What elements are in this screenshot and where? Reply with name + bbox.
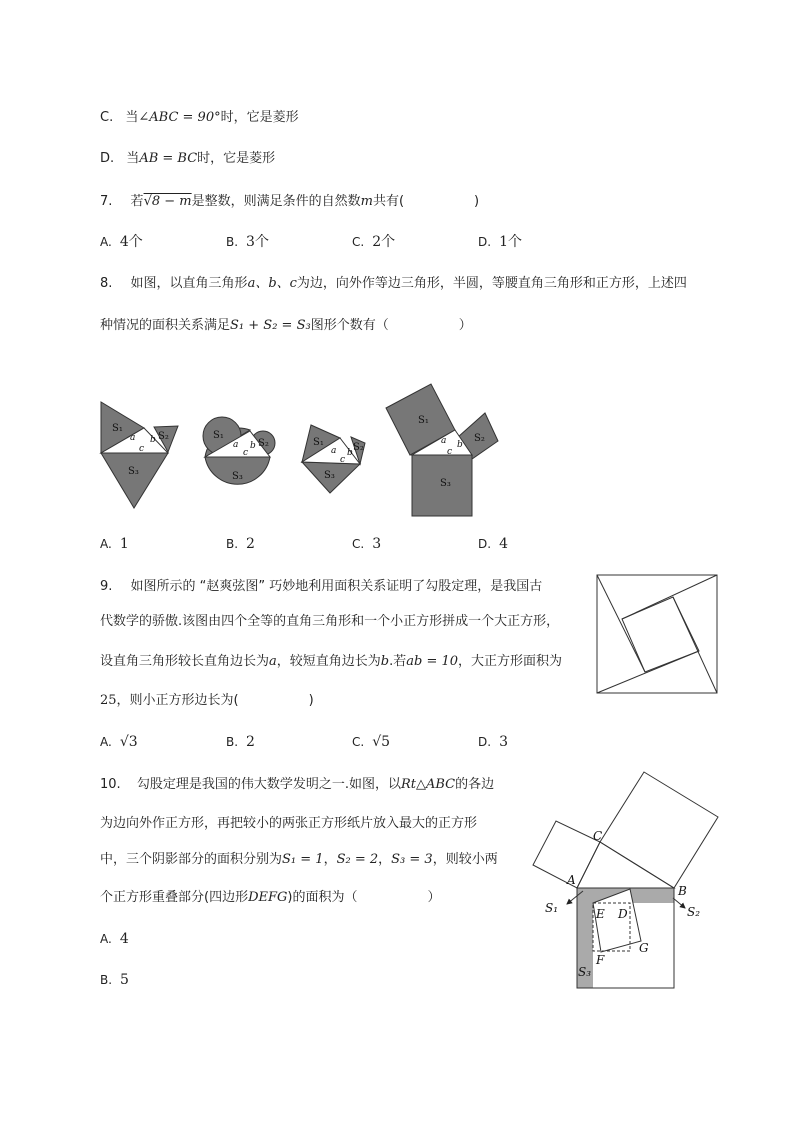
q10-close-paren: ） xyxy=(427,890,441,905)
q8-text-post: 为边，向外作等边三角形，半圆，等腰直角三角形和正方形，上述四 xyxy=(296,276,687,291)
fig4-label-s1: S₁ xyxy=(418,415,429,426)
fig2-label-s3: S₃ xyxy=(232,471,243,482)
option-label: C. xyxy=(352,235,365,249)
option-label: D. xyxy=(478,235,492,249)
q8-text-pre2: 种情况的面积关系满足 xyxy=(100,318,231,333)
q7-radical: √8 − m xyxy=(143,194,192,209)
option-label: D. xyxy=(100,151,115,166)
q8-text-pre: 如图，以直角三角形 xyxy=(130,276,248,291)
q10-label-g: G xyxy=(639,941,649,955)
q9-text-pre: 设直角三角形较长直角边长为 xyxy=(100,654,270,669)
fig3-label-s1: S₁ xyxy=(313,437,324,448)
fig3-label-s3: S₃ xyxy=(324,470,335,481)
option-value: 2 xyxy=(246,734,255,750)
q10-text-line2: 为边向外作正方形，再把较小的两张正方形纸片放入最大的正方形 xyxy=(100,816,478,831)
q10-option-a[interactable] xyxy=(100,931,129,947)
option-label: C. xyxy=(352,735,365,749)
fig2-label-c: c xyxy=(243,448,249,458)
q10-text-post: 的各边 xyxy=(455,777,495,792)
option-label: B. xyxy=(100,973,113,987)
fig1-label-c: c xyxy=(139,444,145,454)
q10-text-pre4: 个正方形重叠部分(四边形 xyxy=(100,890,249,905)
fig1-label-s1: S₁ xyxy=(112,423,123,434)
q10-s1: S₁ = 1 xyxy=(282,852,324,867)
question-number: 9. xyxy=(100,579,113,594)
q9-area-value: 25 xyxy=(100,693,117,708)
q10-label-d: D xyxy=(618,907,628,921)
fig1-label-s2: S₂ xyxy=(158,431,169,442)
q9-close-paren: ) xyxy=(308,693,314,708)
option-math: AB = BC xyxy=(139,151,198,166)
q7-text-mid: 是整数，则满足条件的自然数 xyxy=(191,194,361,209)
fig1-label-s3: S₃ xyxy=(128,466,139,477)
option-label: A. xyxy=(100,235,112,249)
fig1-label-a: a xyxy=(130,433,136,443)
fig2-label-a: a xyxy=(233,440,239,450)
option-value: 1 xyxy=(119,536,129,552)
fig4-label-b: b xyxy=(457,440,463,450)
fig2-label-b: b xyxy=(250,441,256,451)
q9-var-b: b xyxy=(380,654,390,669)
option-label: B. xyxy=(226,537,239,551)
q8-relation: S₁ + S₂ = S₃ xyxy=(230,318,311,333)
q8-close-paren: ） xyxy=(458,318,472,333)
q9-text-post: ，大正方形面积为 xyxy=(458,654,563,669)
q7-text-post: 共有( xyxy=(372,194,405,209)
q10-triangle: Rt△ABC xyxy=(400,777,456,792)
q9-text-line2: 代数学的骄傲.该图由四个全等的直角三角形和一个小正方形拼成一个大正方形， xyxy=(100,614,560,629)
q9-text-line1: 如图所示的 “赵爽弦图” 巧妙地利用面积关系证明了勾股定理，是我国古 xyxy=(130,579,543,594)
q10-quadrilateral: DEFG xyxy=(248,890,288,905)
fig4-label-a: a xyxy=(441,436,447,446)
q10-text-pre3: 中，三个阴影部分的面积分别为 xyxy=(100,852,283,867)
option-value: 2 xyxy=(246,536,255,552)
option-label: C. xyxy=(100,110,114,125)
q10-text-pre: 勾股定理是我国的伟大数学发明之一.如图，以 xyxy=(136,777,401,792)
fig4-label-s2: S₂ xyxy=(474,433,485,444)
option-value: 2个 xyxy=(372,234,396,250)
q10-text-post4: )的面积为（ xyxy=(287,890,358,905)
q10-triangle-abc xyxy=(577,842,674,888)
option-label: D. xyxy=(478,537,492,551)
option-label: A. xyxy=(100,735,112,749)
question-number: 7. xyxy=(100,194,113,209)
option-label: B. xyxy=(226,235,239,249)
option-text-post: 时，它是菱形 xyxy=(197,151,276,166)
q7-close-paren: ) xyxy=(474,194,480,209)
option-text-post: 时，它是菱形 xyxy=(220,110,299,125)
option-label: C. xyxy=(352,537,365,551)
fig4-label-c: c xyxy=(447,447,453,457)
q10-arrow-s2 xyxy=(673,898,685,908)
q7-text-pre: 若 xyxy=(130,194,144,209)
fig2-label-s2: S₂ xyxy=(258,438,269,449)
q8-vars: a、b、c xyxy=(247,276,297,291)
q10-label-c: C xyxy=(593,829,603,843)
q10-label-a: A xyxy=(567,873,576,887)
q10-label-e: E xyxy=(596,907,605,921)
option-math: ∠ABC = 90° xyxy=(138,110,221,125)
q9-equation: ab = 10 xyxy=(406,654,459,669)
fig4-label-s3: S₃ xyxy=(440,478,451,489)
option-label: D. xyxy=(478,735,492,749)
option-value: 4个 xyxy=(119,234,143,250)
question-number: 10. xyxy=(100,777,121,792)
question-number: 8. xyxy=(100,276,113,291)
q10-s3: S₃ = 3 xyxy=(391,852,433,867)
q10-label-s3: S₃ xyxy=(578,965,592,979)
option-text-pre: 当 xyxy=(125,110,139,125)
q9-text-mid2: .若 xyxy=(389,654,407,669)
q9-var-a: a xyxy=(269,654,277,669)
q10-label-f: F xyxy=(596,953,605,967)
fig1-label-b: b xyxy=(150,435,156,445)
option-value: √5 xyxy=(372,734,391,750)
option-value: √3 xyxy=(119,734,138,750)
q10-stem-line3: 中，三个阴影部分的面积分别为S₁ = 1，S₂ = 2，S₃ = 3，则较小两 xyxy=(100,852,498,867)
option-value: 4 xyxy=(499,536,508,552)
option-label: B. xyxy=(226,735,239,749)
q10-s2: S₂ = 2 xyxy=(336,852,379,867)
q10-text-post3: ，则较小两 xyxy=(432,852,498,867)
q7-var-m: m xyxy=(360,194,373,209)
q9-text-line4: ，则小正方形边长为( xyxy=(116,693,239,708)
option-value: 5 xyxy=(120,972,129,988)
q10-square-bc xyxy=(600,772,718,888)
option-value: 3 xyxy=(499,734,508,750)
fig3-label-s2: S₂ xyxy=(353,442,364,453)
option-value: 1个 xyxy=(499,234,522,250)
fig3-label-b: b xyxy=(347,448,353,458)
q8-text-post2: 图形个数有（ xyxy=(310,318,389,333)
option-value: 3 xyxy=(372,536,382,552)
option-value: 4 xyxy=(119,931,129,947)
option-label: A. xyxy=(100,932,112,946)
fig3-label-c: c xyxy=(340,455,346,465)
fig2-label-s1: S₁ xyxy=(213,430,224,441)
q9-text-mid: ，较短直角边长为 xyxy=(276,654,381,669)
q10-label-b: B xyxy=(678,884,687,898)
option-value: 3个 xyxy=(246,234,269,250)
q10-option-b[interactable] xyxy=(100,972,129,988)
option-label: A. xyxy=(100,537,112,551)
option-text-pre: 当 xyxy=(126,151,140,166)
fig3-label-a: a xyxy=(331,446,337,456)
q10-label-s2: S₂ xyxy=(687,905,701,919)
q10-label-s1: S₁ xyxy=(545,901,559,915)
